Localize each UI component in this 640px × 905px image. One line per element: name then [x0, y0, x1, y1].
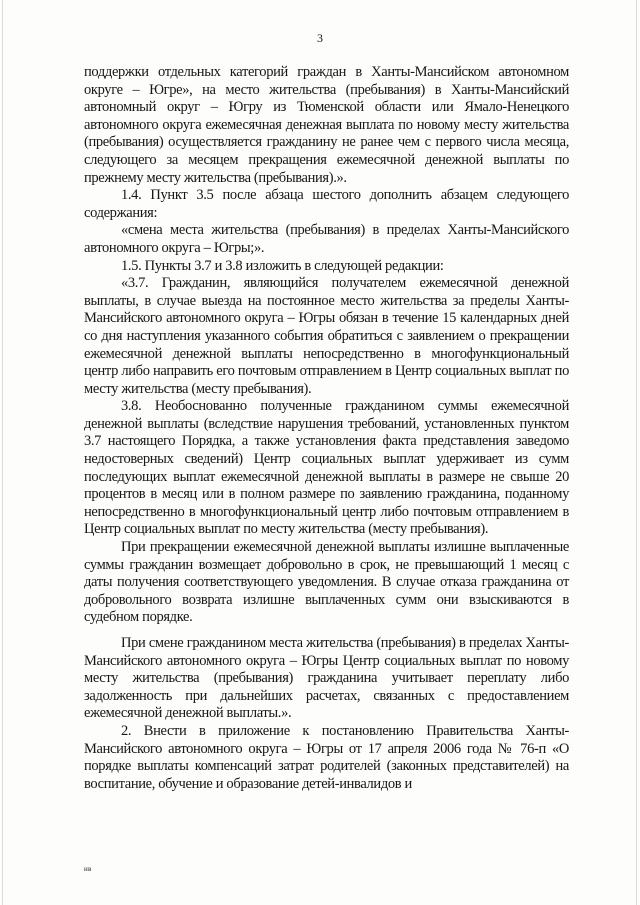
- paragraph-point-3-7: «3.7. Гражданин, являющийся получателем ежемесячной денежной выплаты, в случае выезда на постоянное место жительства за пределы Ханты-Мансийского автономного округа – Югры обязан в течение 15 календарных дней со дня наступления указанного события обратиться с заявлением о прекращении ежемесячной денежной выплаты непосредственно в многофункциональный центр либо направить его почтовым отправлением в Центр социальных выплат по месту жительства (месту пребывания).: [84, 275, 569, 397]
- scan-edge-left: [2, 0, 3, 905]
- paragraph-item-1-4: 1.4. Пункт 3.5 после абзаца шестого дополнить абзацем следующего содержания:: [84, 187, 569, 221]
- page-number: 3: [317, 31, 323, 45]
- paragraph-point-3-8: 3.8. Необоснованно полученные гражданином суммы ежемесячной денежной выплаты (вследствие нарушения требований, установленных пунктом 3.7 настоящего Порядка, а также установления факта представления заведомо недостоверных сведений) Центр социальных выплат удерживает из сумм последующих выплат ежемесячной денежной выплаты в размере не свыше 20 процентов в месяц или в полном размере по заявлению гражданина, поданному непосредственно в многофункциональный центр либо почтовым отправлением в Центр социальных выплат по месту жительства (месту пребывания).: [84, 398, 569, 538]
- paragraph-item-2: 2. Внести в приложение к постановлению Правительства Ханты-Мансийского автономного округа – Югры от 17 апреля 2006 года № 76-п «О порядке выплаты компенсаций затрат родителей (законных представителей) на воспитание, обучение и образование детей-инвалидов и: [84, 722, 569, 792]
- paragraph-quote-residence-change: «смена места жительства (пребывания) в пределах Ханты-Мансийского автономного округа – Югры;».: [84, 222, 569, 256]
- paragraph-overpayment-refund: При прекращении ежемесячной денежной выплаты излишне выплаченные суммы гражданин возмещает добровольно в срок, не превышающий 1 месяц с даты получения соответствующего уведомления. В случае отказа гражданина от добровольного возврата излишне выплаченных сумм они взыскиваются в судебном порядке.: [84, 539, 569, 626]
- footer-mark: нв: [84, 865, 92, 873]
- scan-edge-right: [636, 0, 637, 905]
- paragraph-item-1-5: 1.5. Пункты 3.7 и 3.8 изложить в следующей редакции:: [121, 257, 444, 274]
- document-body: [84, 64, 569, 793]
- paragraph-continuation: поддержки отдельных категорий граждан в Ханты-Мансийском автономном округе – Югре», на место жительства (пребывания) в Ханты-Мансийский автономный округ – Югру из Тюменской области или Ямало-Ненецкого автономного округа ежемесячная денежная выплата по новому месту жительства (пребывания) осуществляется гражданину не ранее чем с первого числа месяца, следующего за месяцем прекращения ежемесячной денежной выплаты по прежнему месту жительства (пребывания).».: [84, 64, 569, 186]
- paragraph-residence-change-recalc: При смене гражданином места жительства (пребывания) в пределах Ханты-Мансийского автономного округа – Югры Центр социальных выплат по новому месту жительства (пребывания) гражданина учитывает переплату либо задолженность при дальнейших расчетах, связанных с предоставлением ежемесячной денежной выплаты.».: [84, 635, 569, 722]
